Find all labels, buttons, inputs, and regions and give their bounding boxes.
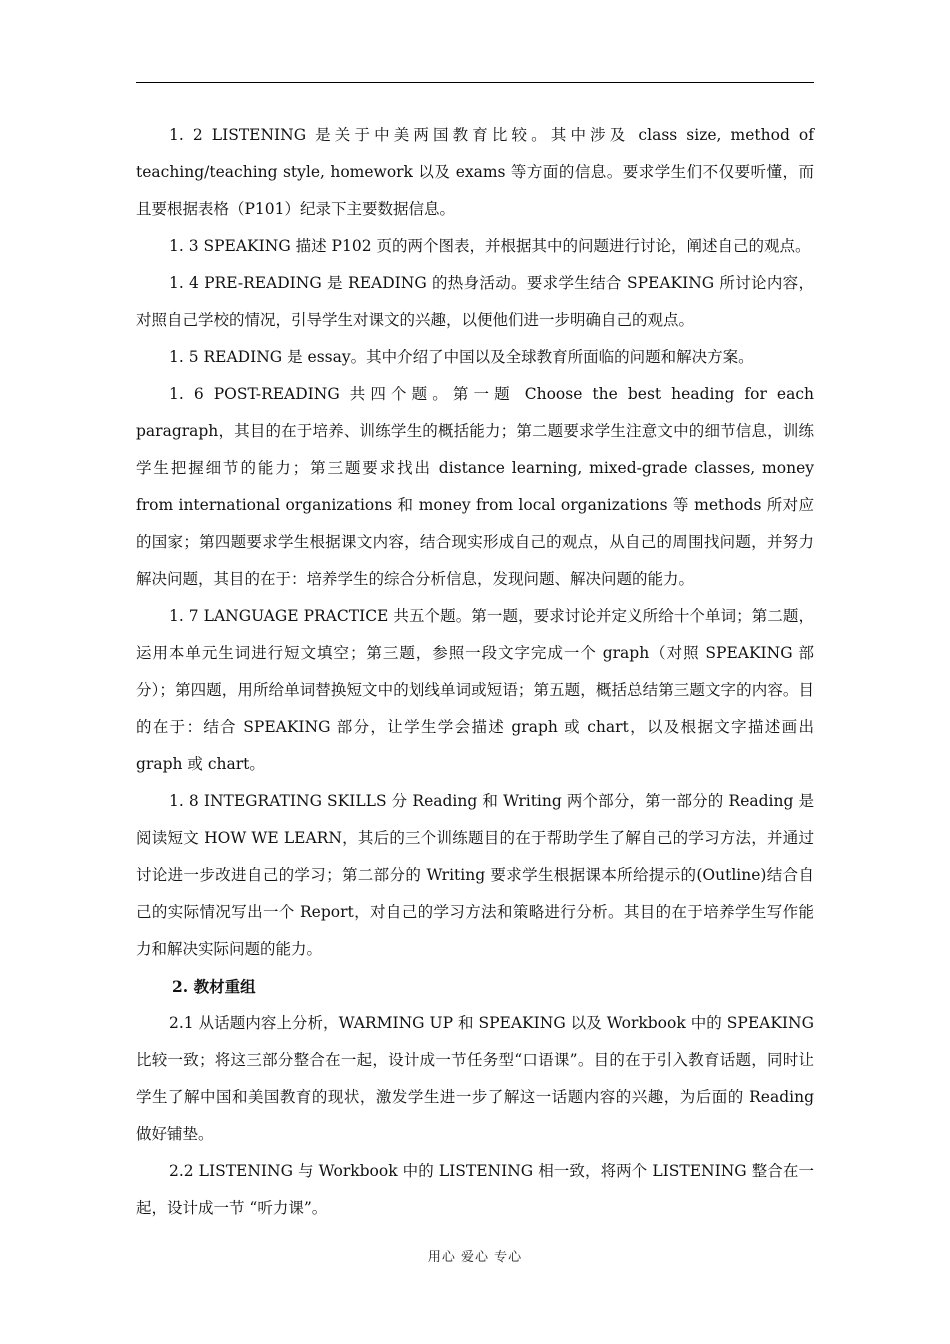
paragraph-restructure-2: 2.2 LISTENING 与 Workbook 中的 LISTENING 相一致，将两个 LISTENING 整合在一起，设计成一节 “听力课”。 xyxy=(136,1162,814,1217)
page-footer: 用心 爱心 专心 xyxy=(427,1250,523,1265)
document-body xyxy=(136,117,814,1227)
paragraph-language-practice: 1. 7 LANGUAGE PRACTICE 共五个题。第一题，要求讨论并定义所给十个单词；第二题，运用本单元生词进行短文填空；第三题，参照一段文字完成一个 graph（对照 SPEAKING 部分）；第四题，用所给单词替换短文中的划线单词或短语；第五题，概括总结第三题文字的内容。目的在于：结合 SPEAKING 部分，让学生学会描述 graph 或 chart，以及根据文字描述画出 graph 或 chart。 xyxy=(136,607,814,773)
paragraph-listening: 1. 2 LISTENING 是关于中美两国教育比较。其中涉及 class size, method of teaching/teaching style, homework 以及 exams 等方面的信息。要求学生们不仅要听懂，而且要根据表格（P101）纪录下主要数据信息。 xyxy=(136,126,814,218)
paragraph-post-reading: 1. 6 POST-READING 共四个题。第一题 Choose the best heading for each paragraph，其目的在于培养、训练学生的概括能力；第二题要求学生注意文中的细节信息，训练学生把握细节的能力；第三题要求找出 distance learning, mixed-grade classes, money from international organizations 和 money from local organizations 等 methods 所对应的国家；第四题要求学生根据课文内容，结合现实形成自己的观点，从自己的周围找问题，并努力解决问题，其目的在于：培养学生的综合分析信息，发现问题、解决问题的能力。 xyxy=(136,385,814,588)
paragraph-integrating-skills: 1. 8 INTEGRATING SKILLS 分 Reading 和 Writing 两个部分，第一部分的 Reading 是阅读短文 HOW WE LEARN，其后的三个训练题目的在于帮助学生了解自己的学习方法，并通过讨论进一步改进自己的学习；第二部分的 Writing 要求学生根据课本所给提示的(Outline)结合自己的实际情况写出一个 Report，对自己的学习方法和策略进行分析。其目的在于培养学生写作能力和解决实际问题的能力。 xyxy=(136,792,814,958)
paragraph-pre-reading: 1. 4 PRE-READING 是 READING 的热身活动。要求学生结合 SPEAKING 所讨论内容，对照自己学校的情况，引导学生对课文的兴趣，以便他们进一步明确自己的观点。 xyxy=(136,274,814,329)
section-heading: 2. 教材重组 xyxy=(172,977,256,996)
paragraph-speaking: 1. 3 SPEAKING 描述 P102 页的两个图表，并根据其中的问题进行讨论，阐述自己的观点。 xyxy=(169,237,811,255)
paragraph-reading: 1. 5 READING 是 essay。其中介绍了中国以及全球教育所面临的问题和解决方案。 xyxy=(169,348,754,366)
paragraph-restructure-1: 2.1 从话题内容上分析，WARMING UP 和 SPEAKING 以及 Workbook 中的 SPEAKING 比较一致；将这三部分整合在一起，设计成一节任务型“口语课”。目的在于引入教育话题，同时让学生了解中国和美国教育的现状，激发学生进一步了解这一话题内容的兴趣，为后面的 Reading 做好铺垫。 xyxy=(136,1014,814,1143)
header-rule xyxy=(136,82,814,83)
